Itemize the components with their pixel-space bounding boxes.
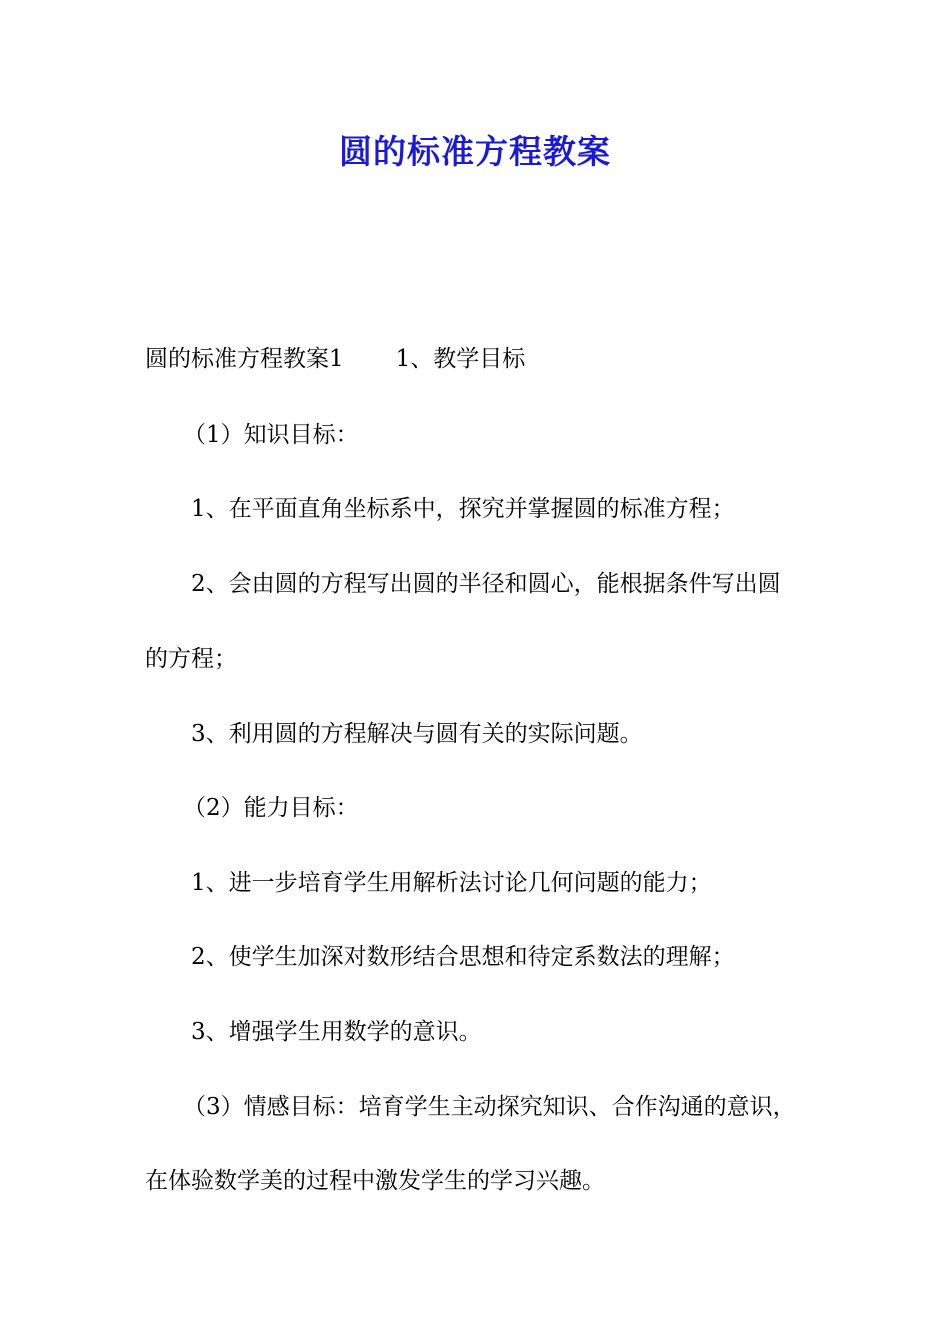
paragraph-line: 1、在平面直角坐标系中，探究并掌握圆的标准方程； <box>191 496 735 522</box>
knowledge-goal-heading: （1）知识目标： <box>183 422 359 448</box>
paragraph-line: 2、会由圆的方程写出圆的半径和圆心，能根据条件写出圆 <box>191 571 781 597</box>
paragraph-line: 的方程； <box>145 646 237 672</box>
paragraph-line: 2、使学生加深对数形结合思想和待定系数法的理解； <box>191 944 735 970</box>
document-title: 圆的标准方程教案 <box>339 132 611 171</box>
paragraph-line: 3、增强学生用数学的意识。 <box>191 1019 482 1045</box>
subsection-heading: 1、教学目标 <box>395 346 526 372</box>
emotion-goal-heading: （3）情感目标：培育学生主动探究知识、合作沟通的意识， <box>183 1094 796 1120</box>
ability-goal-heading: （2）能力目标： <box>183 795 359 821</box>
section-heading: 圆的标准方程教案1 <box>145 346 344 372</box>
paragraph-line: 3、利用圆的方程解决与圆有关的实际问题。 <box>191 721 643 747</box>
paragraph-line: 1、进一步培育学生用解析法讨论几何问题的能力； <box>191 870 712 896</box>
paragraph-line: 在体验数学美的过程中激发学生的学习兴趣。 <box>145 1168 605 1194</box>
paragraph-line-heading <box>145 342 835 376</box>
